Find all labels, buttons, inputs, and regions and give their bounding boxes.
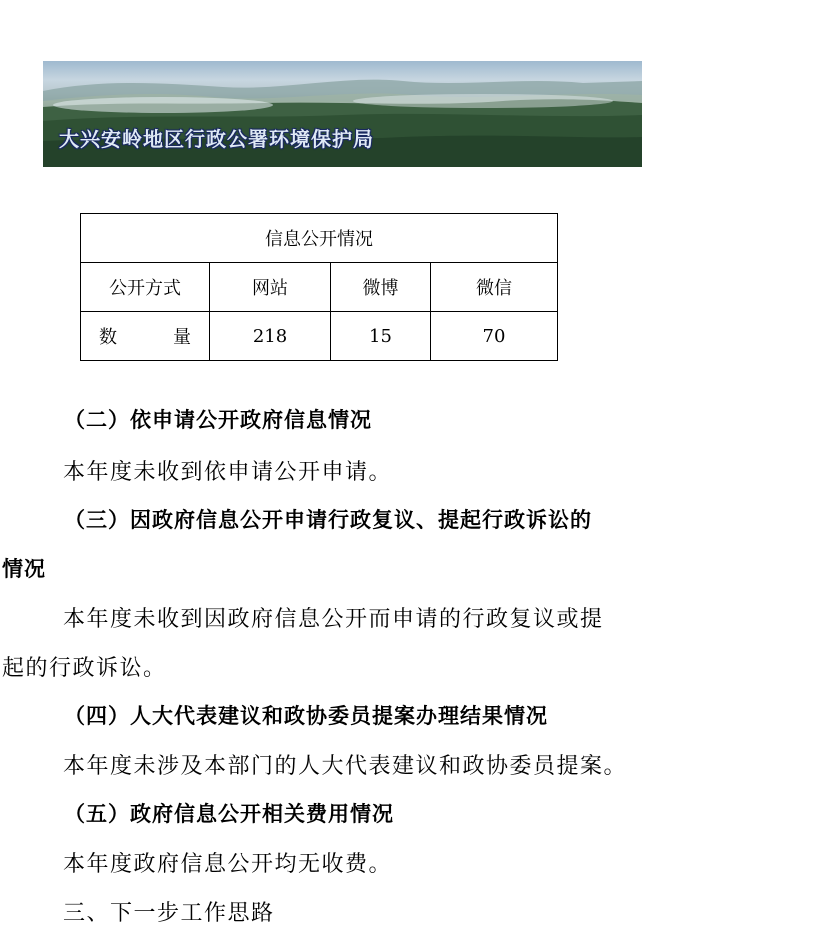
- table-row: [81, 312, 558, 361]
- section-5-body: 本年度政府信息公开均无收费。: [63, 852, 393, 877]
- table-header-row: [81, 214, 558, 263]
- banner-title: 大兴安岭地区行政公署环境保护局: [59, 127, 374, 151]
- section-4-body: 本年度未涉及本部门的人大代表建议和政协委员提案。: [63, 754, 628, 779]
- banner-image: [43, 61, 642, 167]
- section-3-body-line-2: 起的行政诉讼。: [2, 656, 167, 681]
- table-header-cell: 信息公开情况: [81, 214, 558, 263]
- table-row: [81, 263, 558, 312]
- table-cell-weibo-count: 15: [331, 312, 431, 361]
- info-disclosure-table: [80, 213, 558, 361]
- section-2-body: 本年度未收到依申请公开申请。: [63, 460, 393, 485]
- quantity-label-part-a: 数: [99, 327, 117, 348]
- table-cell-method-label: 公开方式: [81, 263, 210, 312]
- table-cell-website: 网站: [210, 263, 331, 312]
- section-3-body-line-1: 本年度未收到因政府信息公开而申请的行政复议或提: [63, 607, 604, 632]
- section-4-heading: （四）人大代表建议和政协委员提案办理结果情况: [64, 704, 548, 728]
- section-next-steps-heading: 三、下一步工作思路: [63, 901, 275, 926]
- section-5-heading: （五）政府信息公开相关费用情况: [64, 802, 394, 826]
- table-cell-website-count: 218: [210, 312, 331, 361]
- table-cell-quantity-label: [81, 312, 210, 361]
- table-cell-weibo: 微博: [331, 263, 431, 312]
- table-cell-wechat: 微信: [431, 263, 558, 312]
- section-2-heading: （二）依申请公开政府信息情况: [64, 408, 372, 432]
- section-3-heading-line-1: （三）因政府信息公开申请行政复议、提起行政诉讼的: [64, 508, 592, 532]
- quantity-label-part-b: 量: [173, 327, 191, 348]
- section-3-heading-line-2: 情况: [2, 557, 46, 581]
- table-cell-wechat-count: 70: [431, 312, 558, 361]
